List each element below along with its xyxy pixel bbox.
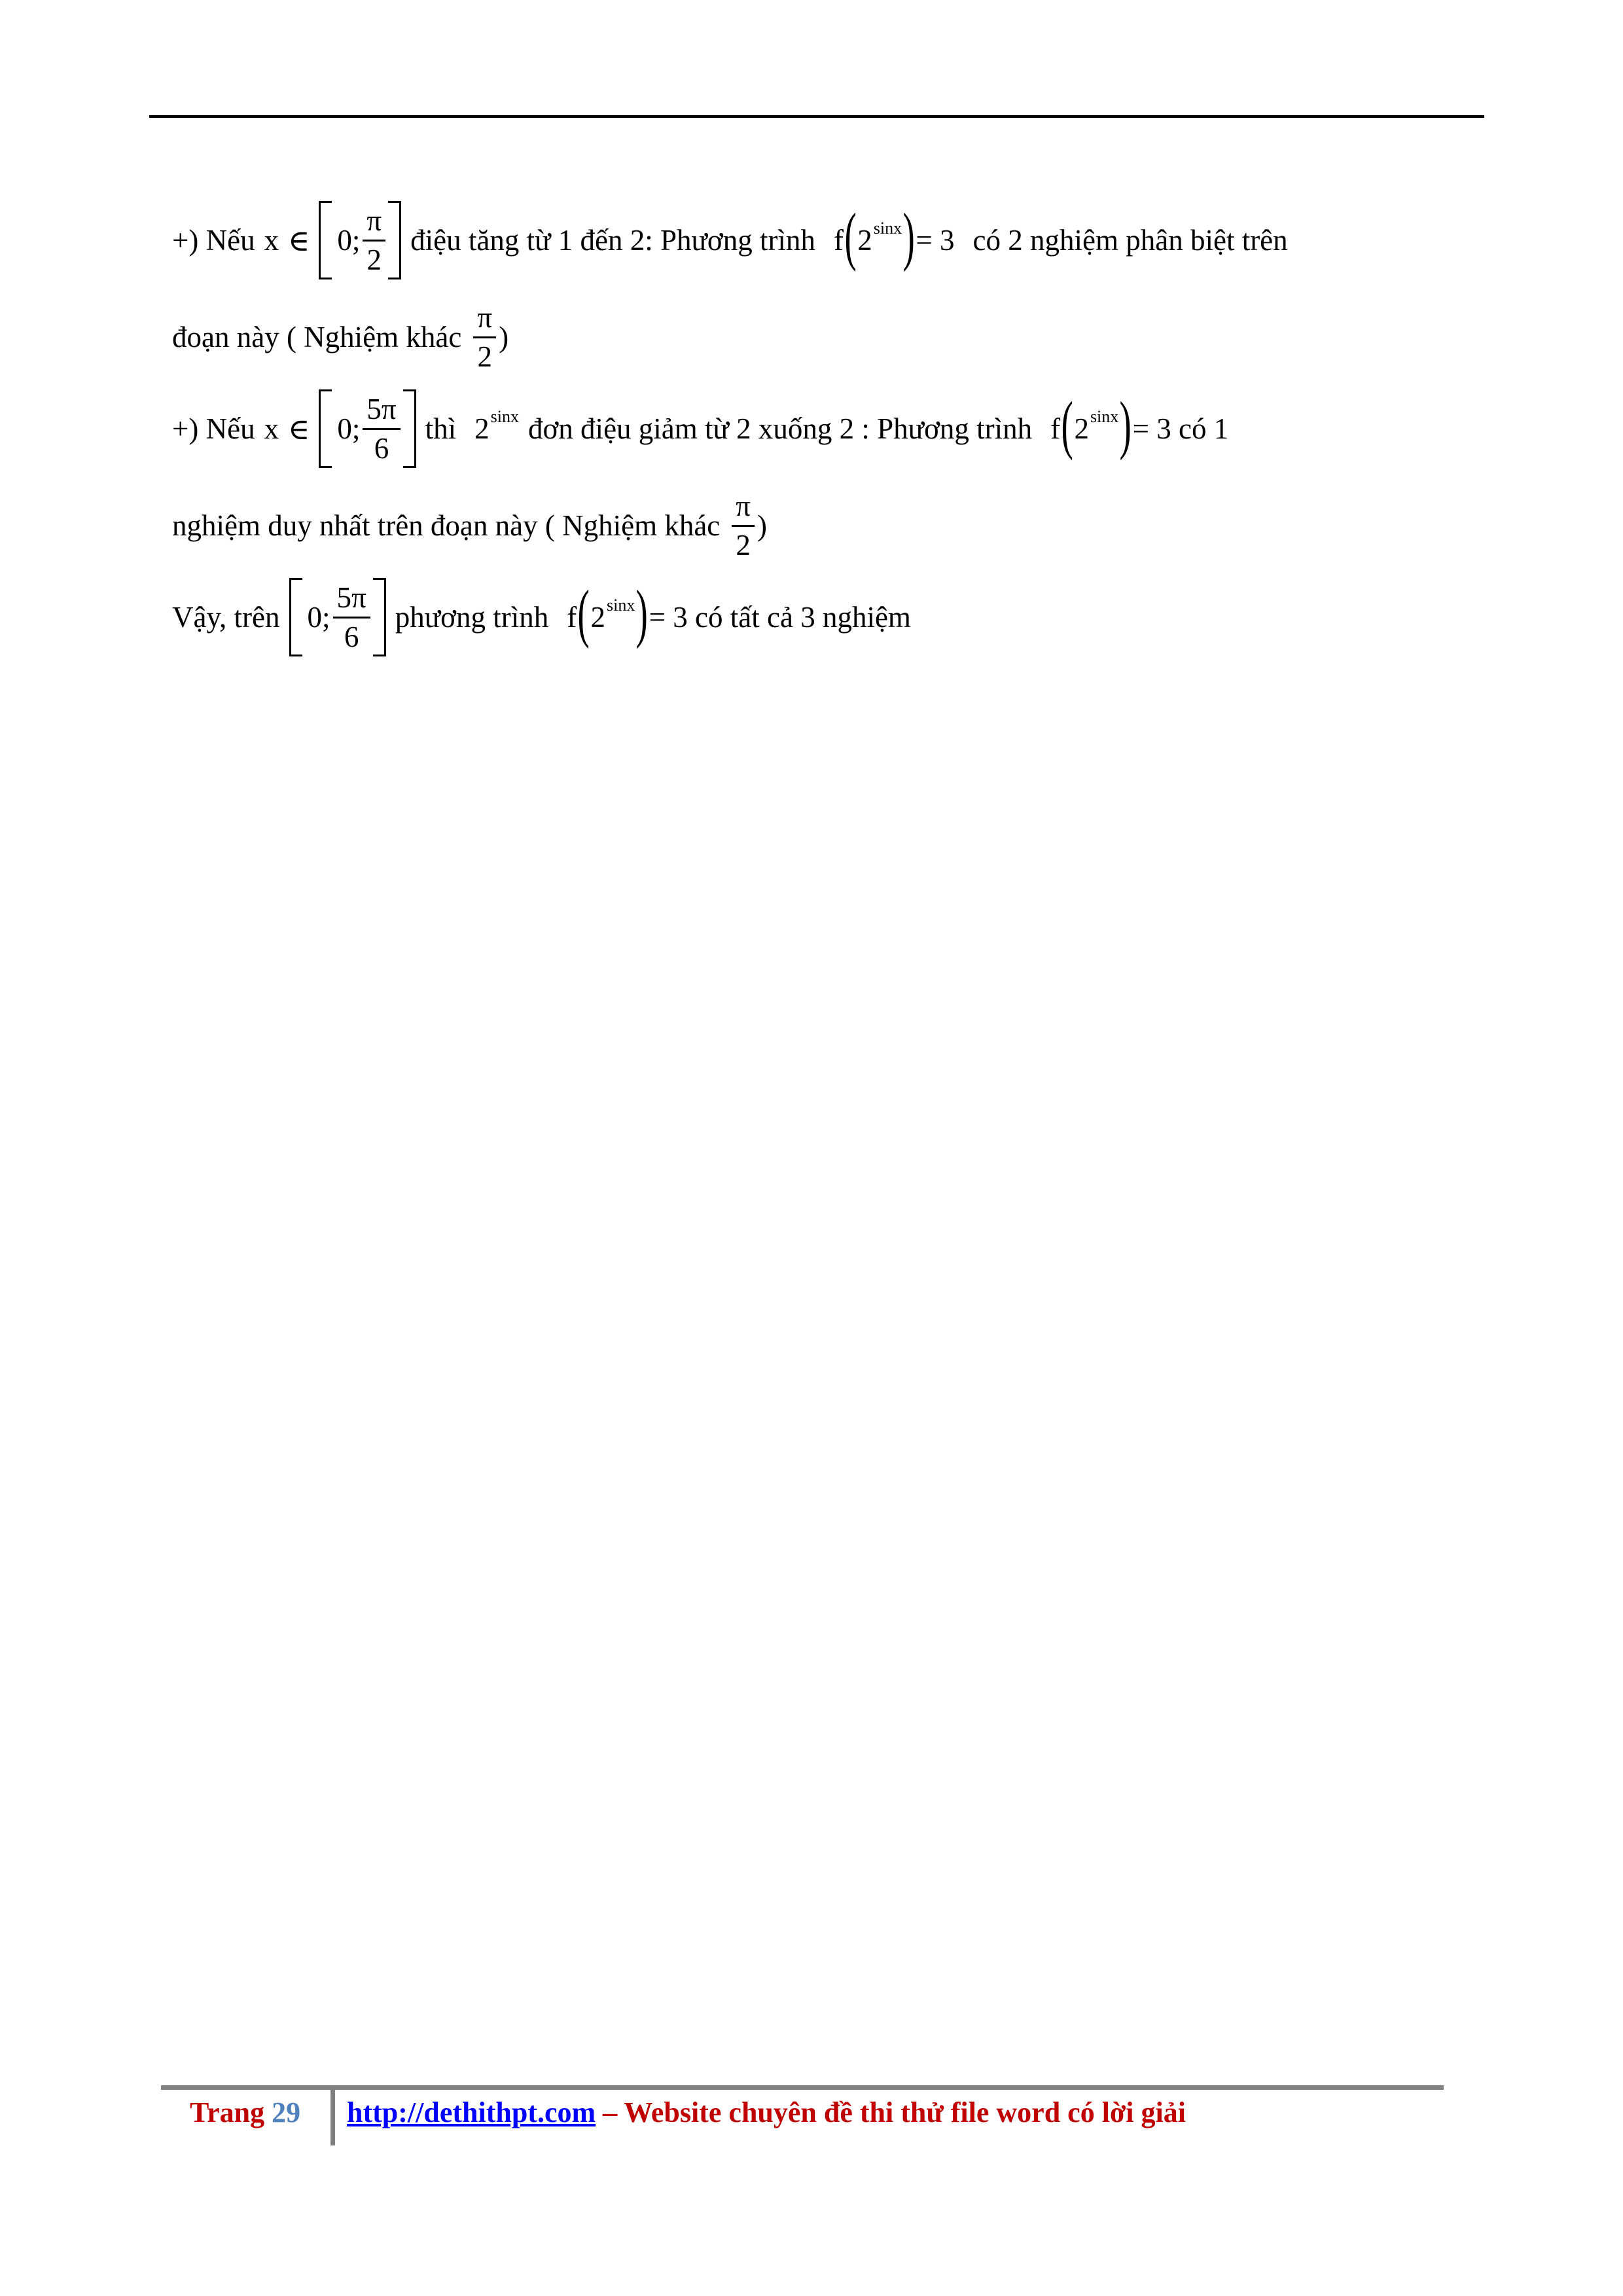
footer-tagline: – Website chuyên đề thi thử file word có lời giải — [603, 2096, 1186, 2128]
footer-page — [190, 2089, 300, 2135]
fraction-numerator: π — [736, 489, 751, 522]
right-bracket — [373, 578, 386, 656]
fraction-numerator: 5π — [336, 581, 366, 614]
text: đoạn này ( Nghiệm khác — [172, 321, 462, 353]
math-var: x — [264, 412, 279, 445]
text: nghiệm duy nhất trên đoạn này ( Nghiệm khác — [172, 509, 721, 542]
paragraph-line-1 — [172, 191, 1288, 289]
fraction — [473, 300, 496, 373]
footer-site — [347, 2089, 1186, 2135]
math-eq: = 3 — [916, 224, 955, 257]
text: Vậy, trên — [172, 601, 280, 634]
text: ) — [499, 321, 509, 353]
page-number: 29 — [272, 2096, 301, 2128]
text: ) — [757, 509, 768, 542]
math-base: 2 — [474, 412, 490, 445]
text: +) Nếu — [172, 412, 255, 445]
fraction-denominator: 6 — [374, 431, 389, 465]
math-exponent: sinx — [607, 596, 635, 615]
text: thì — [425, 412, 457, 445]
paragraph-line-4 — [172, 476, 767, 575]
right-paren: ) — [1119, 388, 1132, 461]
math-f: f — [567, 601, 577, 634]
text: có 2 nghiệm phân biệt trên — [972, 224, 1288, 257]
math-text: 0; — [337, 412, 361, 445]
fraction — [732, 489, 755, 562]
text: +) Nếu — [172, 224, 255, 257]
math-eq: = 3 có 1 — [1132, 412, 1229, 445]
math-text: 0; — [307, 601, 330, 634]
left-paren: ( — [844, 200, 857, 272]
fraction-numerator: 5π — [366, 392, 397, 425]
left-bracket — [319, 201, 332, 279]
math-base: 2 — [590, 601, 606, 634]
text: đơn điệu giảm từ 2 xuống 2 : Phương trình — [528, 412, 1033, 445]
math-base: 2 — [1074, 412, 1089, 445]
right-paren: ) — [635, 577, 649, 649]
fraction — [363, 392, 400, 465]
math-var: x — [264, 224, 279, 257]
math-base: 2 — [857, 224, 872, 257]
left-paren: ( — [1061, 388, 1073, 461]
footer-divider — [330, 2085, 335, 2145]
math-exponent: sinx — [490, 407, 520, 426]
fraction-denominator: 6 — [344, 620, 359, 653]
right-bracket — [388, 201, 401, 279]
fraction-denominator: 2 — [736, 528, 751, 562]
text: phương trình — [395, 601, 549, 634]
fraction-denominator: 2 — [366, 243, 382, 276]
fraction — [333, 583, 370, 652]
right-bracket — [403, 389, 416, 468]
math-f: f — [833, 224, 844, 257]
math-text: 0; — [337, 224, 361, 257]
math-in-symbol: ∈ — [288, 412, 310, 446]
fraction-numerator: π — [477, 300, 493, 334]
left-bracket — [289, 578, 302, 656]
fraction-numerator: π — [366, 204, 382, 237]
paragraph-line-3 — [172, 380, 1228, 478]
site-link[interactable]: http://dethithpt.com — [347, 2096, 596, 2128]
fraction-denominator: 2 — [477, 340, 492, 373]
paragraph-line-2 — [172, 288, 508, 386]
text: điệu tăng từ 1 đến 2: Phương trình — [410, 224, 815, 257]
left-paren: ( — [577, 577, 590, 649]
fraction — [363, 206, 385, 275]
left-bracket — [319, 389, 332, 468]
right-paren: ) — [902, 200, 915, 272]
math-eq: = 3 có tất cả 3 nghiệm — [649, 601, 911, 634]
math-exponent: sinx — [1090, 407, 1119, 426]
header-rule — [149, 115, 1484, 118]
math-exponent: sinx — [873, 219, 902, 238]
math-f: f — [1050, 412, 1061, 445]
page-label: Trang — [190, 2096, 265, 2128]
math-in-symbol: ∈ — [288, 224, 310, 257]
paragraph-line-5 — [172, 568, 911, 666]
